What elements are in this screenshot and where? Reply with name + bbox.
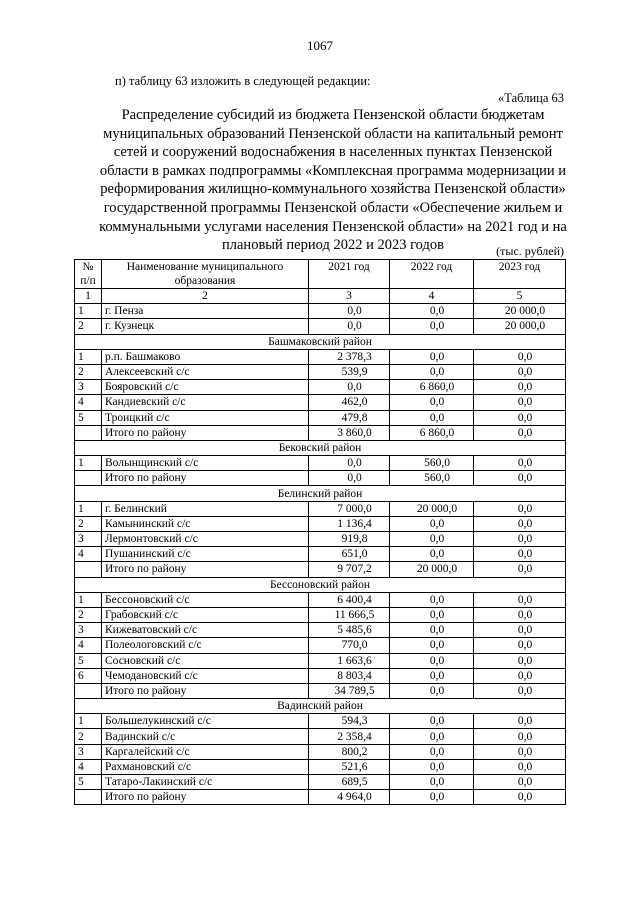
table-row xyxy=(75,607,566,622)
value-2022: 0,0 xyxy=(390,349,474,364)
value-2022: 20 000,0 xyxy=(390,501,474,516)
table-row xyxy=(75,532,566,547)
table-row xyxy=(75,364,566,379)
row-number: 6 xyxy=(75,668,102,683)
column-number: 5 xyxy=(474,289,566,304)
row-number: 2 xyxy=(75,729,102,744)
column-number: 4 xyxy=(390,289,474,304)
municipality-name: Итого по району xyxy=(102,425,309,440)
municipality-name: Татаро-Лакинский с/с xyxy=(102,775,309,790)
value-2022: 0,0 xyxy=(390,410,474,425)
value-2023: 0,0 xyxy=(474,425,566,440)
table-row xyxy=(75,714,566,729)
row-number: 1 xyxy=(75,592,102,607)
district-total-row xyxy=(75,790,566,805)
municipality-name: Итого по району xyxy=(102,683,309,698)
value-2023: 0,0 xyxy=(474,607,566,622)
value-2023: 0,0 xyxy=(474,714,566,729)
municipality-name: Полеологовский с/с xyxy=(102,638,309,653)
value-2023: 0,0 xyxy=(474,592,566,607)
row-number: 3 xyxy=(75,380,102,395)
municipality-name: Грабовский с/с xyxy=(102,607,309,622)
district-total-row xyxy=(75,471,566,486)
table-row xyxy=(75,623,566,638)
district-name: Башмаковский район xyxy=(75,334,566,349)
unit-label: (тыс. рублей) xyxy=(496,244,564,258)
value-2022: 0,0 xyxy=(390,623,474,638)
column-number: 2 xyxy=(102,289,309,304)
row-number xyxy=(75,562,102,577)
table-row xyxy=(75,501,566,516)
value-2021: 8 803,4 xyxy=(309,668,390,683)
value-2022: 0,0 xyxy=(390,683,474,698)
table-row xyxy=(75,638,566,653)
value-2023: 0,0 xyxy=(474,623,566,638)
value-2021: 651,0 xyxy=(309,547,390,562)
value-2021: 0,0 xyxy=(309,380,390,395)
district-header-row xyxy=(75,334,566,349)
value-2021: 1 663,6 xyxy=(309,653,390,668)
row-number: 1 xyxy=(75,349,102,364)
municipality-name: Вадинский с/с xyxy=(102,729,309,744)
subsidy-table xyxy=(74,259,566,805)
value-2021: 479,8 xyxy=(309,410,390,425)
district-header-row xyxy=(75,486,566,501)
municipality-name: г. Кузнецк xyxy=(102,319,309,334)
value-2021: 6 400,4 xyxy=(309,592,390,607)
value-2022: 6 860,0 xyxy=(390,425,474,440)
value-2021: 539,9 xyxy=(309,364,390,379)
table-row xyxy=(75,653,566,668)
table-row xyxy=(75,349,566,364)
value-2022: 0,0 xyxy=(390,364,474,379)
table-row xyxy=(75,304,566,319)
municipality-name: Сосновский с/с xyxy=(102,653,309,668)
column-number: 1 xyxy=(75,289,102,304)
municipality-name: Троицкий с/с xyxy=(102,410,309,425)
table-row xyxy=(75,729,566,744)
value-2021: 689,5 xyxy=(309,775,390,790)
district-header-row xyxy=(75,699,566,714)
row-number: 2 xyxy=(75,607,102,622)
value-2023: 0,0 xyxy=(474,759,566,774)
value-2023: 0,0 xyxy=(474,547,566,562)
table-row xyxy=(75,380,566,395)
value-2022: 0,0 xyxy=(390,714,474,729)
value-2023: 0,0 xyxy=(474,380,566,395)
row-number: 2 xyxy=(75,319,102,334)
header-name: Наименование муниципального образования xyxy=(102,260,309,289)
municipality-name: Камынинский с/с xyxy=(102,516,309,531)
value-2021: 800,2 xyxy=(309,744,390,759)
municipality-name: Большелукинский с/с xyxy=(102,714,309,729)
row-number: 3 xyxy=(75,532,102,547)
value-2021: 594,3 xyxy=(309,714,390,729)
district-header-row xyxy=(75,577,566,592)
row-number: 1 xyxy=(75,501,102,516)
value-2021: 7 000,0 xyxy=(309,501,390,516)
table-row xyxy=(75,547,566,562)
value-2021: 0,0 xyxy=(309,471,390,486)
value-2022: 0,0 xyxy=(390,532,474,547)
municipality-name: Чемодановский с/с xyxy=(102,668,309,683)
header-num: № п/п xyxy=(75,260,102,289)
value-2022: 0,0 xyxy=(390,395,474,410)
row-number: 2 xyxy=(75,364,102,379)
table-row xyxy=(75,775,566,790)
value-2021: 11 666,5 xyxy=(309,607,390,622)
district-total-row xyxy=(75,425,566,440)
value-2021: 462,0 xyxy=(309,395,390,410)
row-number xyxy=(75,790,102,805)
value-2023: 0,0 xyxy=(474,790,566,805)
table-row xyxy=(75,395,566,410)
municipality-name: Алексеевский с/с xyxy=(102,364,309,379)
municipality-name: р.п. Башмаково xyxy=(102,349,309,364)
intro-text: п) таблицу 63 изложить в следующей редакции: xyxy=(115,74,371,88)
municipality-name: Волынщинский с/с xyxy=(102,456,309,471)
value-2022: 0,0 xyxy=(390,790,474,805)
municipality-name: г. Белинский xyxy=(102,501,309,516)
value-2022: 0,0 xyxy=(390,744,474,759)
row-number: 4 xyxy=(75,759,102,774)
municipality-name: Итого по району xyxy=(102,471,309,486)
value-2023: 0,0 xyxy=(474,744,566,759)
table-header-row xyxy=(75,260,566,289)
value-2022: 0,0 xyxy=(390,668,474,683)
district-name: Белинский район xyxy=(75,486,566,501)
column-number-row xyxy=(75,289,566,304)
value-2022: 560,0 xyxy=(390,471,474,486)
value-2023: 0,0 xyxy=(474,501,566,516)
municipality-name: Кандиевский с/с xyxy=(102,395,309,410)
row-number: 5 xyxy=(75,653,102,668)
value-2022: 0,0 xyxy=(390,319,474,334)
value-2022: 0,0 xyxy=(390,547,474,562)
table-row xyxy=(75,516,566,531)
municipality-name: Бояровский с/с xyxy=(102,380,309,395)
value-2023: 0,0 xyxy=(474,471,566,486)
row-number: 4 xyxy=(75,638,102,653)
table-row xyxy=(75,759,566,774)
district-header-row xyxy=(75,440,566,455)
value-2021: 2 378,3 xyxy=(309,349,390,364)
value-2022: 560,0 xyxy=(390,456,474,471)
value-2021: 3 860,0 xyxy=(309,425,390,440)
value-2023: 0,0 xyxy=(474,364,566,379)
value-2022: 20 000,0 xyxy=(390,562,474,577)
table-row xyxy=(75,319,566,334)
row-number: 5 xyxy=(75,410,102,425)
value-2022: 0,0 xyxy=(390,759,474,774)
table-body xyxy=(75,304,566,805)
value-2022: 0,0 xyxy=(390,729,474,744)
value-2021: 0,0 xyxy=(309,304,390,319)
table-row xyxy=(75,592,566,607)
header-2022: 2022 год xyxy=(390,260,474,289)
value-2021: 919,8 xyxy=(309,532,390,547)
row-number: 1 xyxy=(75,714,102,729)
value-2021: 9 707,2 xyxy=(309,562,390,577)
value-2021: 0,0 xyxy=(309,456,390,471)
value-2021: 5 485,6 xyxy=(309,623,390,638)
municipality-name: Лермонтовский с/с xyxy=(102,532,309,547)
row-number: 5 xyxy=(75,775,102,790)
row-number: 3 xyxy=(75,623,102,638)
value-2023: 0,0 xyxy=(474,532,566,547)
row-number: 4 xyxy=(75,547,102,562)
municipality-name: Итого по району xyxy=(102,562,309,577)
value-2023: 0,0 xyxy=(474,395,566,410)
value-2021: 34 789,5 xyxy=(309,683,390,698)
table-reference: «Таблица 63 xyxy=(498,91,564,105)
header-2023: 2023 год xyxy=(474,260,566,289)
value-2022: 0,0 xyxy=(390,516,474,531)
row-number: 4 xyxy=(75,395,102,410)
value-2023: 0,0 xyxy=(474,775,566,790)
row-number: 1 xyxy=(75,456,102,471)
value-2021: 1 136,4 xyxy=(309,516,390,531)
value-2023: 0,0 xyxy=(474,653,566,668)
district-name: Вадинский район xyxy=(75,699,566,714)
value-2023: 0,0 xyxy=(474,668,566,683)
municipality-name: Итого по району xyxy=(102,790,309,805)
value-2023: 20 000,0 xyxy=(474,319,566,334)
value-2021: 2 358,4 xyxy=(309,729,390,744)
value-2021: 521,6 xyxy=(309,759,390,774)
district-name: Бессоновский район xyxy=(75,577,566,592)
value-2023: 0,0 xyxy=(474,349,566,364)
municipality-name: Каргалейский с/с xyxy=(102,744,309,759)
value-2021: 4 964,0 xyxy=(309,790,390,805)
value-2023: 0,0 xyxy=(474,516,566,531)
page-number: 1067 xyxy=(307,38,333,53)
value-2022: 0,0 xyxy=(390,638,474,653)
value-2023: 0,0 xyxy=(474,638,566,653)
table-row xyxy=(75,744,566,759)
value-2022: 0,0 xyxy=(390,607,474,622)
value-2022: 0,0 xyxy=(390,304,474,319)
municipality-name: Рахмановский с/с xyxy=(102,759,309,774)
row-number: 1 xyxy=(75,304,102,319)
value-2023: 0,0 xyxy=(474,683,566,698)
value-2023: 0,0 xyxy=(474,729,566,744)
value-2023: 0,0 xyxy=(474,562,566,577)
municipality-name: г. Пенза xyxy=(102,304,309,319)
municipality-name: Пушанинский с/с xyxy=(102,547,309,562)
row-number xyxy=(75,425,102,440)
value-2022: 0,0 xyxy=(390,653,474,668)
district-name: Бековский район xyxy=(75,440,566,455)
table-row xyxy=(75,410,566,425)
row-number xyxy=(75,471,102,486)
value-2021: 0,0 xyxy=(309,319,390,334)
district-total-row xyxy=(75,562,566,577)
municipality-name: Бессоновский с/с xyxy=(102,592,309,607)
table-row xyxy=(75,668,566,683)
row-number: 3 xyxy=(75,744,102,759)
value-2023: 20 000,0 xyxy=(474,304,566,319)
value-2021: 770,0 xyxy=(309,638,390,653)
column-number: 3 xyxy=(309,289,390,304)
value-2023: 0,0 xyxy=(474,456,566,471)
row-number xyxy=(75,683,102,698)
district-total-row xyxy=(75,683,566,698)
municipality-name: Кижеватовский с/с xyxy=(102,623,309,638)
header-2021: 2021 год xyxy=(309,260,390,289)
table-row xyxy=(75,456,566,471)
row-number: 2 xyxy=(75,516,102,531)
table-title: Распределение субсидий из бюджета Пензенской области бюджетам муниципальных образований Пензенской области на капитальный ремонт сетей и сооружений водоснабжения в населенных пунктах Пензенской области в рамках подпрограммы «Комплексная программа модернизации и реформирования жилищно-коммунального хозяйства Пензенской области» государственной программы Пензенской области «Обеспечение жильем и коммунальными услугами населения Пензенской области» на 2021 год и на плановый период 2022 и 2023 годов xyxy=(99,107,567,254)
value-2022: 0,0 xyxy=(390,592,474,607)
value-2022: 0,0 xyxy=(390,775,474,790)
value-2023: 0,0 xyxy=(474,410,566,425)
value-2022: 6 860,0 xyxy=(390,380,474,395)
